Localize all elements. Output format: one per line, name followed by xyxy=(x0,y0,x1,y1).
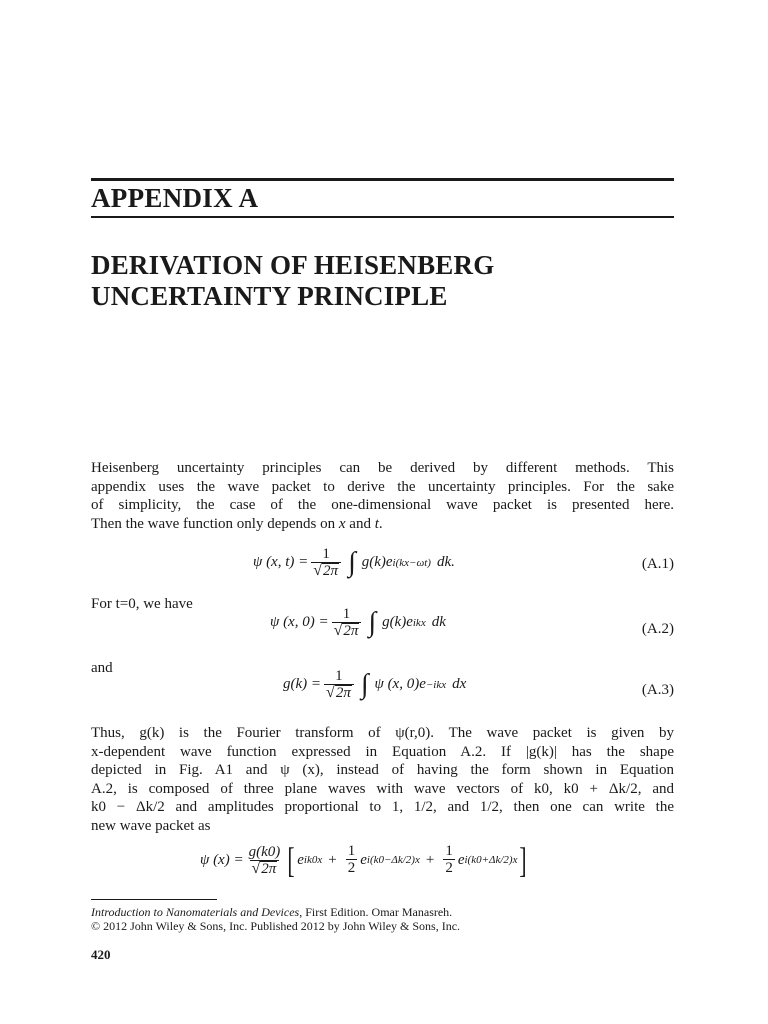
half-2-num: 1 xyxy=(445,843,453,859)
top-rule xyxy=(91,178,674,181)
eq-a3-tail: dx xyxy=(452,676,467,692)
equation-a2: ψ (x, 0) = 1 √ 2π ∫ g(k)e ikx dk xyxy=(270,606,446,639)
intro-period: . xyxy=(378,515,383,532)
book-edition: , First Edition. Omar Manasreh. xyxy=(299,905,453,919)
intro-line-4 xyxy=(91,515,674,534)
chapter-title-line-2: UNCERTAINTY PRINCIPLE xyxy=(91,281,448,311)
eq-a3-frac-den xyxy=(324,684,354,701)
lead-a3: and xyxy=(91,660,113,676)
body2-line-3: depicted in Fig. A1 and ψ (x), instead of having the form shown in Equation xyxy=(91,762,674,778)
half-2 xyxy=(443,843,455,877)
footnote-book-line xyxy=(91,905,452,920)
eq-a2-frac-den xyxy=(332,622,362,639)
eq-a2-integrand: g(k)e xyxy=(382,614,413,630)
half-1-num: 1 xyxy=(347,843,356,859)
two-pi: 2π xyxy=(335,685,351,701)
body2-line-6: new wave packet as xyxy=(91,817,211,834)
sqrt-sign: √ xyxy=(251,859,261,877)
intro-line-3: of simplicity, the case of the one-dimensional wave packet is presented here. xyxy=(91,497,674,513)
integral-sign: ∫ xyxy=(368,606,377,638)
plus-2: + xyxy=(425,851,435,868)
two-pi: 2π xyxy=(261,860,277,877)
two-pi: 2π xyxy=(323,563,339,579)
chapter-title xyxy=(91,250,691,312)
equation-a3: g(k) = 1 √ 2π ∫ ψ (x, 0)e −ikx dx xyxy=(283,668,467,701)
sqrt-sign: √ xyxy=(313,562,323,579)
lead-a2: For t=0, we have xyxy=(91,596,193,612)
body2-line-2: x-dependent wave function expressed in Equation A.2. If |g(k)| has the shape xyxy=(91,743,674,760)
var-t: t xyxy=(374,515,379,532)
eq-a2-frac-num: 1 xyxy=(342,606,351,622)
right-bracket: ] xyxy=(519,840,528,880)
eq-a2-frac xyxy=(332,606,362,639)
intro-line-2: appendix uses the wave packet to derive the uncertainty principles. For the sake xyxy=(91,478,674,495)
eq-a3-lhs: g(k) = xyxy=(283,676,322,692)
eq-a1-tail: dk. xyxy=(436,554,455,570)
intro-and: and xyxy=(349,515,371,532)
plus-1: + xyxy=(328,851,337,868)
intro-line-1: Heisenberg uncertainty principles can be derived by different methods. This xyxy=(91,460,674,476)
eq-a1-frac xyxy=(311,546,341,579)
page-number: 420 xyxy=(91,947,111,962)
equation-a3-number: (A.3) xyxy=(641,682,674,698)
eq-a1-frac-den xyxy=(311,562,341,579)
final-term1: e xyxy=(297,851,304,868)
intro-line-4-text: Then the wave function only depends on xyxy=(91,515,336,532)
footnote-copyright: © 2012 John Wiley & Sons, Inc. Published 2012 by John Wiley & Sons, Inc. xyxy=(91,919,461,933)
sqrt-sign: √ xyxy=(326,684,335,701)
body-paragraph-2 xyxy=(91,724,674,835)
eq-a3-frac xyxy=(324,668,354,701)
equation-a1: ψ (x, t) = 1 √ 2π ∫ g(k)e i(kx−ωt) dk. xyxy=(253,546,455,579)
book-title: Introduction to Nanomaterials and Devices xyxy=(91,905,300,919)
appendix-label: APPENDIX A xyxy=(91,183,259,213)
final-term3: e xyxy=(457,851,465,868)
half-2-den: 2 xyxy=(445,860,453,876)
integral-sign: ∫ xyxy=(348,546,356,578)
integral-sign: ∫ xyxy=(360,668,369,700)
two-pi: 2π xyxy=(343,623,359,639)
final-eq-coef xyxy=(247,844,283,877)
eq-a3-frac-num: 1 xyxy=(335,668,343,684)
body2-line-5: k0 − Δk/2 and amplitudes proportional to 1, 1/2, and 1/2, then one can write the xyxy=(91,799,674,815)
final-term2: e xyxy=(360,851,367,868)
equation-a2-number: (A.2) xyxy=(641,621,674,637)
bottom-rule xyxy=(91,216,674,218)
half-1 xyxy=(346,843,358,877)
final-eq-coef-num: g(k0) xyxy=(248,843,281,860)
equation-a1-number: (A.1) xyxy=(641,556,674,572)
eq-a1-integrand: g(k)e xyxy=(361,554,393,570)
intro-paragraph xyxy=(91,459,674,533)
equation-wave-packet: ψ (x) = g(k0) √ 2π [ e ik0x + $\frac{1}{2}$ e i(k0−Δk/2)x + $\frac{1}{2}$ e i(k0+Δk/2)x ] xyxy=(200,840,528,880)
footnote-rule xyxy=(91,899,217,900)
body2-line-1: Thus, g(k) is the Fourier transform of ψ(r,0). The wave packet is given by xyxy=(91,725,674,741)
body2-line-4: A.2, is composed of three plane waves with wave vectors of k0, k0 + Δk/2, and xyxy=(91,780,674,797)
sqrt-sign: √ xyxy=(333,622,343,639)
chapter-title-line-1: DERIVATION OF HEISENBERG xyxy=(91,250,495,280)
eq-a2-tail: dk xyxy=(431,614,446,630)
final-eq-coef-den xyxy=(250,860,280,877)
half-1-den: 2 xyxy=(347,860,356,876)
eq-a2-lhs: ψ (x, 0) = xyxy=(270,614,329,630)
eq-a1-lhs: ψ (x, t) = xyxy=(253,554,309,570)
eq-a3-integrand: ψ (x, 0)e xyxy=(374,676,426,692)
eq-a1-frac-num: 1 xyxy=(322,546,330,562)
var-x: x xyxy=(338,515,346,532)
left-bracket: [ xyxy=(287,840,295,880)
final-eq-lhs: ψ (x) = xyxy=(200,851,244,868)
